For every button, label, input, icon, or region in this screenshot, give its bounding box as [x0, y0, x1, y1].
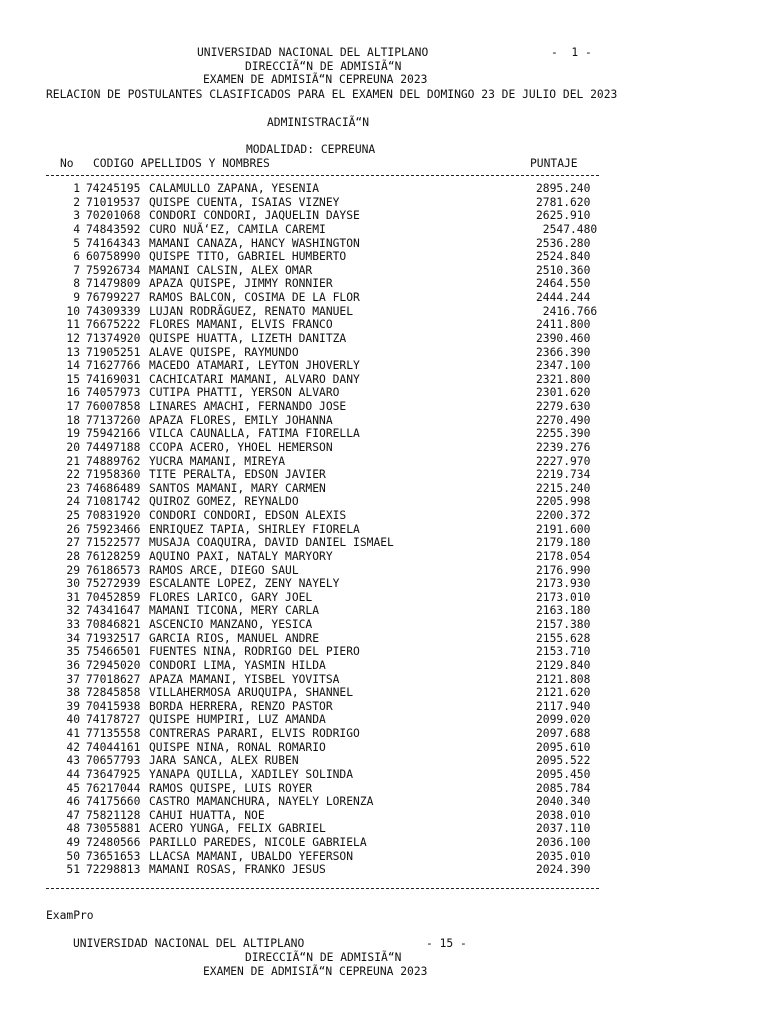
row-number: 18	[66, 413, 80, 427]
row-nombre: CALAMULLO ZAPANA, YESENIA	[149, 182, 320, 195]
row-codigo: 73055881	[86, 822, 141, 836]
row-codigo: 72945020	[86, 658, 141, 672]
row-codigo: 71019537	[86, 195, 141, 209]
row-number: 8	[73, 277, 80, 291]
row-nombre: MAMANI TICONA, MERY CARLA	[149, 604, 320, 618]
row-nombre: PARILLO PAREDES, NICOLE GABRIELA	[149, 836, 367, 849]
row-puntaje: 2121.808	[536, 672, 591, 686]
row-number: 44	[66, 767, 80, 781]
row-puntaje: 2095.522	[536, 754, 591, 768]
row-nombre: CACHICATARI MAMANI, ALVARO DANY	[149, 372, 360, 386]
row-codigo: 76186573	[86, 563, 141, 577]
table-row	[0, 482, 768, 496]
row-codigo: 71958360	[86, 468, 141, 482]
row-codigo: 74497188	[86, 440, 141, 454]
direction-title: DIRECCIÃ“N DE ADMISIÃ“N	[245, 60, 402, 73]
row-codigo: 74686489	[86, 481, 141, 495]
row-number: 22	[66, 468, 80, 482]
table-row	[0, 318, 768, 332]
results-table	[0, 182, 768, 877]
row-number: 40	[66, 713, 80, 727]
row-nombre: TITE PERALTA, EDSON JAVIER	[149, 468, 326, 482]
footer-university-title: UNIVERSIDAD NACIONAL DEL ALTIPLANO	[73, 937, 305, 950]
table-row	[0, 305, 768, 319]
row-nombre: QUISPE NINA, RONAL ROMARIO	[149, 740, 326, 754]
table-row	[0, 509, 768, 523]
table-row	[0, 700, 768, 714]
row-nombre: CASTRO MAMANCHURA, NAYELY LORENZA	[149, 795, 374, 809]
row-nombre: AQUINO PAXI, NATALY MARYORY	[149, 549, 333, 563]
table-row	[0, 427, 768, 441]
table-row	[0, 850, 768, 864]
row-nombre: CONDORI CONDORI, EDSON ALEXIS	[149, 509, 347, 522]
row-nombre: QUIROZ GOMEZ, REYNALDO	[149, 495, 299, 509]
table-row	[0, 264, 768, 278]
row-number: 10	[66, 304, 80, 318]
row-number: 51	[66, 863, 80, 877]
table-row	[0, 468, 768, 482]
table-row	[0, 250, 768, 264]
row-puntaje: 2444.244	[536, 291, 591, 304]
row-nombre: VILLAHERMOSA ARUQUIPA, SHANNEL	[149, 686, 354, 700]
table-row	[0, 768, 768, 782]
row-puntaje: 2366.390	[536, 345, 591, 359]
row-number: 13	[66, 345, 80, 359]
row-nombre: CCOPA ACERO, YHOEL HEMERSON	[149, 440, 333, 454]
row-number: 20	[66, 440, 80, 454]
row-nombre: YUCRA MAMANI, MIREYA	[149, 454, 286, 468]
row-nombre: VILCA CAUNALLA, FATIMA FIORELLA	[149, 427, 360, 441]
row-puntaje: 2781.620	[536, 195, 591, 209]
table-row	[0, 863, 768, 877]
row-puntaje: 2129.840	[536, 658, 591, 672]
row-number: 35	[66, 645, 80, 659]
row-nombre: FLORES LARICO, GARY JOEL	[149, 590, 313, 604]
row-puntaje: 2085.784	[536, 781, 591, 795]
footer-page-number: - 15 -	[426, 937, 467, 950]
row-number: 12	[66, 331, 80, 345]
row-puntaje: 2157.380	[536, 618, 591, 631]
page-number: - 1 -	[551, 46, 592, 59]
row-puntaje: 2255.390	[536, 427, 591, 441]
row-puntaje: 2153.710	[536, 645, 591, 659]
row-codigo: 74245195	[86, 182, 141, 195]
row-nombre: RAMOS ARCE, DIEGO SAUL	[149, 563, 299, 577]
row-puntaje: 2155.628	[536, 631, 591, 645]
table-row	[0, 441, 768, 455]
row-codigo: 70831920	[86, 509, 141, 522]
row-puntaje: 2173.930	[536, 577, 591, 591]
row-number: 32	[66, 604, 80, 618]
career-title: ADMINISTRACIÃ“N	[267, 116, 370, 129]
row-nombre: RAMOS QUISPE, LUIS ROYER	[149, 781, 313, 795]
row-codigo: 71932517	[86, 631, 141, 645]
row-codigo: 70415938	[86, 699, 141, 713]
row-nombre: YANAPA QUILLA, XADILEY SOLINDA	[149, 767, 354, 781]
row-codigo: 76217044	[86, 781, 141, 795]
row-puntaje: 2270.490	[536, 413, 591, 427]
row-nombre: MAMANI ROSAS, FRANKO JESUS	[149, 863, 326, 877]
row-codigo: 76128259	[86, 549, 141, 563]
row-puntaje: 2321.800	[536, 372, 591, 386]
row-number: 5	[73, 236, 80, 250]
column-nombres: APELLIDOS Y NOMBRES	[140, 157, 270, 170]
row-codigo: 76799227	[86, 291, 141, 304]
row-codigo: 74164343	[86, 236, 141, 250]
row-number: 27	[66, 536, 80, 550]
row-codigo: 74889762	[86, 454, 141, 468]
row-number: 30	[66, 577, 80, 591]
row-nombre: MUSAJA COAQUIRA, DAVID DANIEL ISMAEL	[149, 536, 394, 550]
row-codigo: 77018627	[86, 672, 141, 686]
row-nombre: LUJAN RODRÃGUEZ, RENATO MANUEL	[149, 304, 354, 318]
row-codigo: 74169031	[86, 372, 141, 386]
row-nombre: APAZA MAMANI, YISBEL YOVITSA	[149, 672, 340, 686]
table-row	[0, 332, 768, 346]
row-number: 26	[66, 522, 80, 536]
table-row	[0, 386, 768, 400]
row-codigo: 71374920	[86, 331, 141, 345]
row-number: 45	[66, 781, 80, 795]
row-codigo: 75942166	[86, 427, 141, 441]
table-row	[0, 196, 768, 210]
row-number: 3	[73, 209, 80, 223]
row-number: 43	[66, 754, 80, 768]
row-puntaje: 2036.100	[536, 836, 591, 849]
row-codigo: 71522577	[86, 536, 141, 550]
row-puntaje: 2040.340	[536, 795, 591, 809]
row-codigo: 73651653	[86, 849, 141, 863]
table-row	[0, 604, 768, 618]
row-codigo: 71905251	[86, 345, 141, 359]
row-number: 38	[66, 686, 80, 700]
row-codigo: 74175660	[86, 795, 141, 809]
column-no: No	[60, 157, 74, 170]
row-nombre: ENRIQUEZ TAPIA, SHIRLEY FIORELA	[149, 522, 360, 536]
row-codigo: 71479809	[86, 277, 141, 291]
row-codigo: 60758990	[86, 250, 141, 264]
row-codigo: 74057973	[86, 386, 141, 400]
row-nombre: SANTOS MAMANI, MARY CARMEN	[149, 481, 326, 495]
row-number: 9	[73, 291, 80, 304]
column-codigo: CODIGO	[93, 157, 134, 170]
row-number: 29	[66, 563, 80, 577]
row-codigo: 70657793	[86, 754, 141, 768]
row-number: 48	[66, 822, 80, 836]
row-codigo: 74341647	[86, 604, 141, 618]
row-number: 37	[66, 672, 80, 686]
column-puntaje: PUNTAJE	[530, 157, 578, 170]
row-puntaje: 2279.630	[536, 400, 591, 413]
row-codigo: 70846821	[86, 618, 141, 631]
table-row	[0, 782, 768, 796]
table-row	[0, 686, 768, 700]
row-number: 46	[66, 795, 80, 809]
table-row	[0, 237, 768, 251]
row-puntaje: 2099.020	[536, 713, 591, 727]
table-row	[0, 645, 768, 659]
row-codigo: 75466501	[86, 645, 141, 659]
row-puntaje: 2547.480	[536, 222, 598, 236]
row-puntaje: 2510.360	[536, 263, 591, 277]
table-row	[0, 209, 768, 223]
row-number: 7	[73, 263, 80, 277]
row-nombre: ESCALANTE LOPEZ, ZENY NAYELY	[149, 577, 340, 591]
row-number: 21	[66, 454, 80, 468]
exam-title: EXAMEN DE ADMISIÃ“N CEPREUNA 2023	[203, 73, 428, 86]
row-puntaje: 2215.240	[536, 481, 591, 495]
row-nombre: MAMANI CANAZA, HANCY WASHINGTON	[149, 236, 360, 250]
row-codigo: 74044161	[86, 740, 141, 754]
table-row	[0, 373, 768, 387]
row-puntaje: 2024.390	[536, 863, 591, 877]
row-puntaje: 2173.010	[536, 590, 591, 604]
row-puntaje: 2347.100	[536, 359, 591, 373]
row-number: 24	[66, 495, 80, 509]
table-row	[0, 414, 768, 428]
row-number: 25	[66, 509, 80, 522]
row-puntaje: 2205.998	[536, 495, 591, 509]
row-nombre: FUENTES NINA, RODRIGO DEL PIERO	[149, 645, 360, 659]
row-number: 2	[73, 195, 80, 209]
row-puntaje: 2097.688	[536, 727, 591, 740]
table-row	[0, 455, 768, 469]
row-number: 31	[66, 590, 80, 604]
row-codigo: 74843592	[86, 222, 141, 236]
row-nombre: JARA SANCA, ALEX RUBEN	[149, 754, 299, 768]
modality-title: MODALIDAD: CEPREUNA	[246, 143, 376, 156]
column-codigo-nombres	[93, 157, 270, 170]
table-row	[0, 564, 768, 578]
row-nombre: LINARES AMACHI, FERNANDO JOSE	[149, 400, 347, 413]
table-row	[0, 182, 768, 196]
row-number: 36	[66, 658, 80, 672]
row-nombre: ACERO YUNGA, FELIX GABRIEL	[149, 822, 326, 836]
row-puntaje: 2178.054	[536, 549, 591, 563]
row-puntaje: 2191.600	[536, 522, 591, 536]
row-nombre: CONDORI CONDORI, JAQUELIN DAYSE	[149, 209, 360, 223]
row-puntaje: 2464.550	[536, 277, 591, 291]
row-nombre: GARCIA RIOS, MANUEL ANDRE	[149, 631, 320, 645]
row-codigo: 76007858	[86, 400, 141, 413]
row-number: 47	[66, 808, 80, 822]
row-nombre: QUISPE HUATTA, LIZETH DANITZA	[149, 331, 347, 345]
footer-exam-title: EXAMEN DE ADMISIÃ“N CEPREUNA 2023	[203, 965, 428, 978]
row-nombre: APAZA FLORES, EMILY JOHANNA	[149, 413, 333, 427]
row-nombre: RAMOS BALCON, COSIMA DE LA FLOR	[149, 291, 360, 304]
row-puntaje: 2200.372	[536, 509, 591, 522]
table-row	[0, 400, 768, 414]
table-row	[0, 523, 768, 537]
row-number: 1	[73, 182, 80, 195]
row-puntaje: 2163.180	[536, 604, 591, 618]
table-row	[0, 741, 768, 755]
row-nombre: MAMANI CALSIN, ALEX OMAR	[149, 263, 313, 277]
table-row	[0, 673, 768, 687]
row-number: 15	[66, 372, 80, 386]
row-puntaje: 2035.010	[536, 849, 591, 863]
table-row	[0, 659, 768, 673]
table-row	[0, 277, 768, 291]
row-number: 34	[66, 631, 80, 645]
exampro-label: ExamPro	[46, 909, 94, 922]
row-puntaje: 2095.450	[536, 767, 591, 781]
table-row	[0, 577, 768, 591]
row-number: 41	[66, 727, 80, 740]
row-codigo: 75821128	[86, 808, 141, 822]
row-nombre: FLORES MAMANI, ELVIS FRANCO	[149, 318, 333, 332]
table-row	[0, 795, 768, 809]
university-title: UNIVERSIDAD NACIONAL DEL ALTIPLANO	[197, 46, 429, 59]
row-number: 19	[66, 427, 80, 441]
row-puntaje: 2390.460	[536, 331, 591, 345]
row-number: 39	[66, 699, 80, 713]
row-number: 28	[66, 549, 80, 563]
row-puntaje: 2038.010	[536, 808, 591, 822]
row-codigo: 74178727	[86, 713, 141, 727]
row-codigo: 70452859	[86, 590, 141, 604]
row-number: 4	[73, 222, 80, 236]
row-nombre: APAZA QUISPE, JIMMY RONNIER	[149, 277, 333, 291]
row-puntaje: 2095.610	[536, 740, 591, 754]
row-number: 33	[66, 618, 80, 631]
table-row	[0, 822, 768, 836]
row-codigo: 73647925	[86, 767, 141, 781]
table-row	[0, 346, 768, 360]
table-row	[0, 713, 768, 727]
table-row	[0, 809, 768, 823]
row-codigo: 71081742	[86, 495, 141, 509]
table-row	[0, 632, 768, 646]
row-puntaje: 2411.800	[536, 318, 591, 332]
row-codigo: 76675222	[86, 318, 141, 332]
table-row	[0, 536, 768, 550]
table-row	[0, 291, 768, 305]
row-number: 42	[66, 740, 80, 754]
row-codigo: 71627766	[86, 359, 141, 373]
table-row	[0, 754, 768, 768]
divider-bottom	[46, 888, 599, 889]
row-nombre: BORDA HERRERA, RENZO PASTOR	[149, 699, 333, 713]
row-puntaje: 2121.620	[536, 686, 591, 700]
row-puntaje: 2895.240	[536, 182, 591, 195]
divider-top	[46, 175, 599, 176]
row-nombre: QUISPE TITO, GABRIEL HUMBERTO	[149, 250, 347, 264]
relation-title: RELACION DE POSTULANTES CLASIFICADOS PARA EL EXAMEN DEL DOMINGO 23 DE JULIO DEL 2023	[46, 88, 618, 101]
row-codigo: 72845858	[86, 686, 141, 700]
table-row	[0, 727, 768, 741]
row-puntaje: 2219.734	[536, 468, 591, 482]
row-nombre: CONTRERAS PARARI, ELVIS RODRIGO	[149, 727, 360, 740]
row-nombre: ALAVE QUISPE, RAYMUNDO	[149, 345, 299, 359]
row-nombre: ASCENCIO MANZANO, YESICA	[149, 618, 313, 631]
row-puntaje: 2179.180	[536, 536, 591, 550]
row-puntaje: 2416.766	[536, 304, 598, 318]
table-row	[0, 836, 768, 850]
row-puntaje: 2536.280	[536, 236, 591, 250]
row-number: 50	[66, 849, 80, 863]
row-nombre: LLACSA MAMANI, UBALDO YEFERSON	[149, 849, 354, 863]
row-number: 16	[66, 386, 80, 400]
footer-direction-title: DIRECCIÃ“N DE ADMISIÃ“N	[245, 951, 402, 964]
table-row	[0, 618, 768, 632]
row-codigo: 72298813	[86, 863, 141, 877]
row-puntaje: 2301.620	[536, 386, 591, 400]
table-row	[0, 550, 768, 564]
row-number: 14	[66, 359, 80, 373]
row-number: 17	[66, 400, 80, 413]
row-number: 11	[66, 318, 80, 332]
table-row	[0, 223, 768, 237]
row-puntaje: 2239.276	[536, 440, 591, 454]
row-puntaje: 2176.990	[536, 563, 591, 577]
row-nombre: QUISPE CUENTA, ISAIAS VIZNEY	[149, 195, 340, 209]
row-nombre: QUISPE HUMPIRI, LUZ AMANDA	[149, 713, 326, 727]
row-puntaje: 2227.970	[536, 454, 591, 468]
row-nombre: CUTIPA PHATTI, YERSON ALVARO	[149, 386, 340, 400]
row-nombre: CAHUI HUATTA, NOE	[149, 808, 265, 822]
row-puntaje: 2037.110	[536, 822, 591, 836]
row-number: 6	[73, 250, 80, 264]
row-codigo: 77137260	[86, 413, 141, 427]
row-number: 23	[66, 481, 80, 495]
row-nombre: CONDORI LIMA, YASMIN HILDA	[149, 658, 326, 672]
row-codigo: 74309339	[86, 304, 141, 318]
table-row	[0, 495, 768, 509]
row-puntaje: 2625.910	[536, 209, 591, 223]
row-codigo: 70201068	[86, 209, 141, 223]
row-codigo: 77135558	[86, 727, 141, 740]
row-puntaje: 2524.840	[536, 250, 591, 264]
row-codigo: 75926734	[86, 263, 141, 277]
row-codigo: 72480566	[86, 836, 141, 849]
row-puntaje: 2117.940	[536, 699, 591, 713]
table-row	[0, 359, 768, 373]
row-number: 49	[66, 836, 80, 849]
row-nombre: CURO NUÃ‘EZ, CAMILA CAREMI	[149, 222, 326, 236]
table-row	[0, 591, 768, 605]
row-codigo: 75272939	[86, 577, 141, 591]
row-codigo: 75923466	[86, 522, 141, 536]
row-nombre: MACEDO ATAMARI, LEYTON JHOVERLY	[149, 359, 360, 373]
